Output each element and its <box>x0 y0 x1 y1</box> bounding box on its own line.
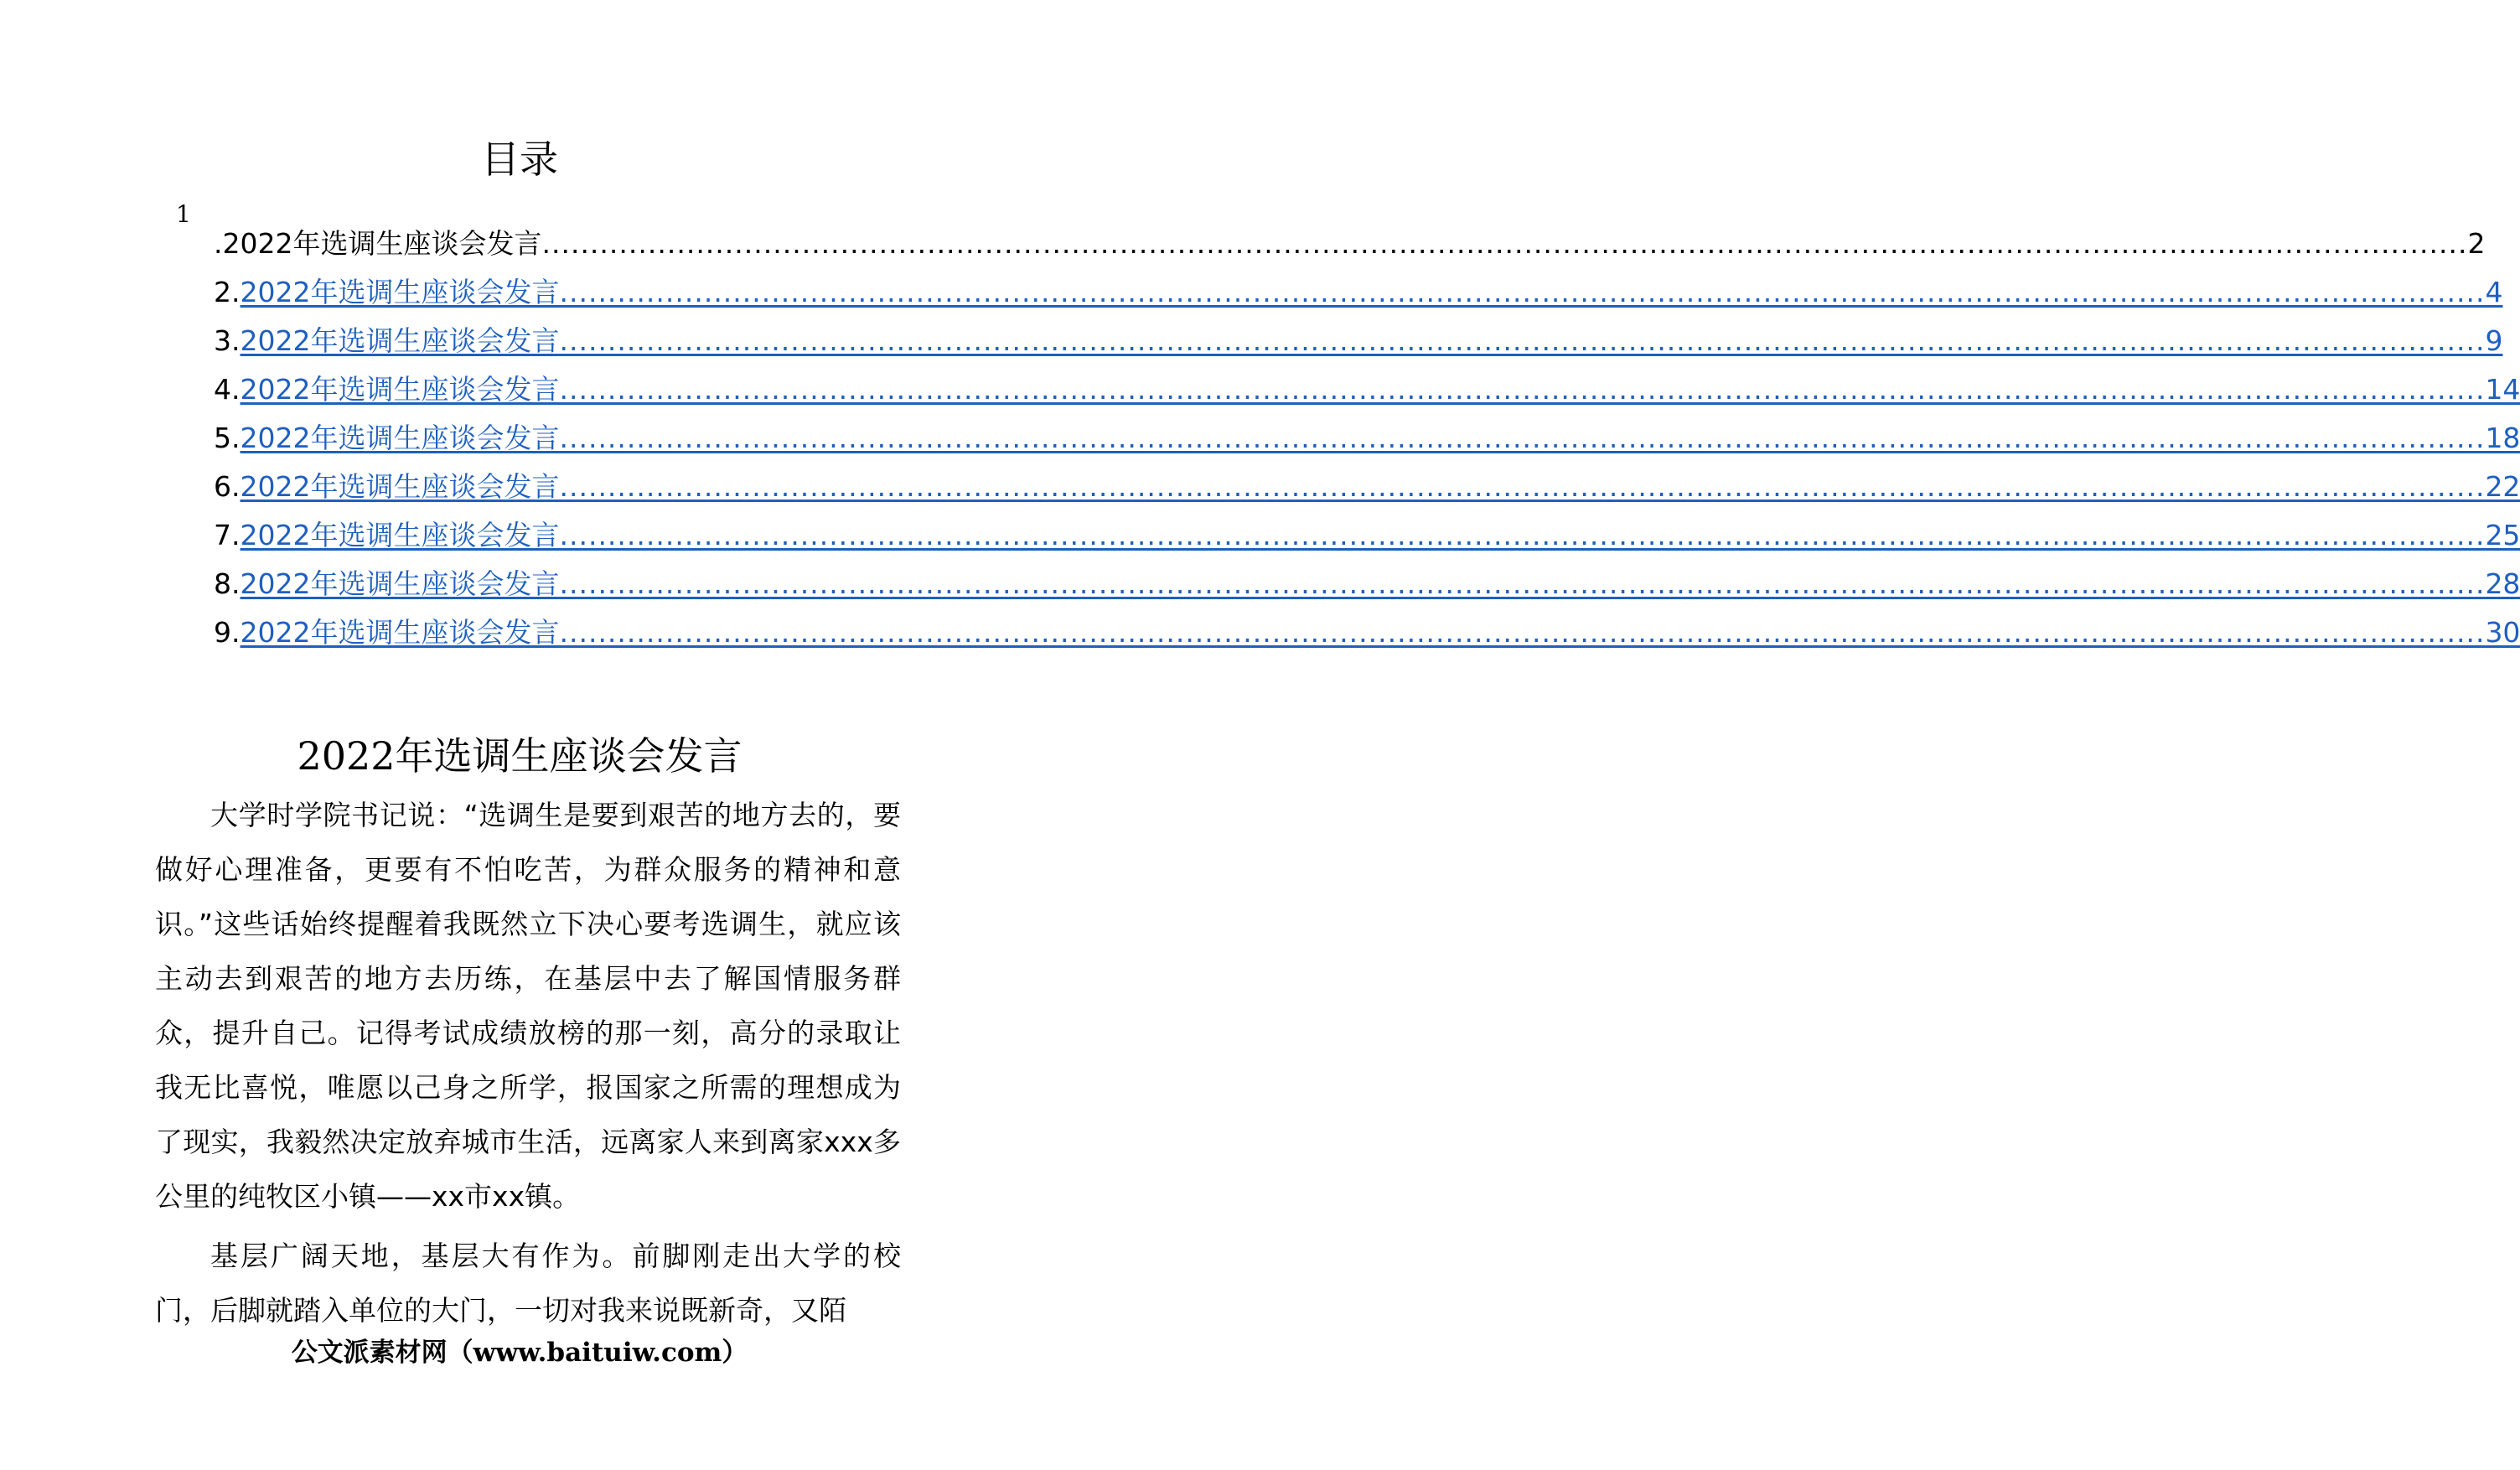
toc-entry[interactable] <box>214 565 2520 603</box>
toc-entry-link[interactable] <box>241 370 2520 409</box>
toc-dot-leader: ........................................................................................................................................................................................................ <box>559 470 2486 503</box>
toc-entry-link[interactable] <box>241 468 2520 506</box>
toc-entry-number: 4. <box>214 373 241 406</box>
toc-entry-number: 5. <box>214 422 241 454</box>
toc-entry-page: 9 <box>2485 324 2503 357</box>
toc-entry-title: 2022年选调生座谈会发言 <box>240 373 560 406</box>
toc-dot-leader: ........................................................................................................................................................................................................ <box>559 324 2486 357</box>
toc-dot-leader: ........................................................................................................................................................................................................ <box>559 276 2486 308</box>
toc-entry-number: 3. <box>214 324 241 357</box>
toc-entry-link[interactable] <box>241 322 2503 360</box>
toc-dot-leader: ........................................................................................................................................................................................................ <box>541 227 2468 260</box>
toc-entry-link[interactable] <box>241 516 2520 555</box>
toc-entry <box>214 225 2486 263</box>
toc-entry-number: 2. <box>214 276 241 308</box>
toc-entry[interactable] <box>214 613 2520 652</box>
toc-entry-link[interactable] <box>241 273 2503 312</box>
body-paragraph: 基层广阔天地，基层大有作为。前脚刚走出大学的校门，后脚就踏入单位的大门，一切对我来说既新奇，又陌 <box>155 1240 901 1327</box>
toc-entry[interactable] <box>214 419 2520 458</box>
toc-entry[interactable] <box>214 370 2520 409</box>
toc-dot-leader: ........................................................................................................................................................................................................ <box>559 567 2486 600</box>
toc-entry-page: 30 <box>2485 616 2520 649</box>
toc-entry-title: 2022年选调生座谈会发言 <box>222 227 542 260</box>
toc-entry-title: 2022年选调生座谈会发言 <box>240 519 560 551</box>
toc-entry-page: 25 <box>2485 519 2520 551</box>
toc-entry[interactable] <box>214 273 2503 312</box>
toc-entry[interactable] <box>214 322 2503 360</box>
toc-entry-link[interactable] <box>241 565 2520 603</box>
toc-dot-leader: ........................................................................................................................................................................................................ <box>559 519 2486 551</box>
toc-dot-leader: ........................................................................................................................................................................................................ <box>559 373 2486 406</box>
toc-entry-title: 2022年选调生座谈会发言 <box>240 422 560 454</box>
toc-entry-link <box>223 225 2486 263</box>
toc-dot-leader: ........................................................................................................................................................................................................ <box>559 422 2486 454</box>
toc-entry-page: 4 <box>2485 276 2503 308</box>
toc-entry-number: 9. <box>214 616 241 649</box>
toc-entry-link[interactable] <box>241 613 2520 652</box>
toc-entry[interactable] <box>214 516 2520 555</box>
toc-marker: 1 <box>176 200 191 228</box>
toc-entry[interactable] <box>214 468 2520 506</box>
toc-entry-title: 2022年选调生座谈会发言 <box>240 567 560 600</box>
body-paragraph: 大学时学院书记说：“选调生是要到艰苦的地方去的，要做好心理准备，更要有不怕吃苦，为群众服务的精神和意识。”这些话始终提醒着我既然立下决心要考选调生，就应该主动去到艰苦的地方去历练，在基层中去了解国情服务群众，提升自己。记得考试成绩放榜的那一刻，高分的录取让我无比喜悦，唯愿以己身之所学，报国家之所需的理想成为了现实，我毅然决定放弃城市生活，远离家人来到离家xxx多公里的纯牧区小镇——xx市xx镇。 <box>155 799 901 1213</box>
toc-entry-number: 6. <box>214 470 241 503</box>
toc-entry-title: 2022年选调生座谈会发言 <box>240 276 560 308</box>
toc-entry-page: 28 <box>2485 567 2520 600</box>
document-body <box>155 788 901 1338</box>
toc-entry-number: . <box>214 227 223 260</box>
toc-entry-page: 22 <box>2485 470 2520 503</box>
toc-entry-page: 18 <box>2485 422 2520 454</box>
toc-entry-title: 2022年选调生座谈会发言 <box>240 470 560 503</box>
toc-entry-page: 14 <box>2485 373 2520 406</box>
toc-entry-title: 2022年选调生座谈会发言 <box>240 616 560 649</box>
footer-watermark: 公文派素材网（www.baituiw.com） <box>291 1338 748 1368</box>
toc-entry-link[interactable] <box>241 419 2520 458</box>
toc-entry-number: 7. <box>214 519 241 551</box>
document-title: 2022年选调生座谈会发言 <box>297 733 743 779</box>
toc-title: 目录 <box>481 137 558 182</box>
toc-entry-page: 2 <box>2467 227 2486 260</box>
toc-dot-leader: ........................................................................................................................................................................................................ <box>559 616 2486 649</box>
toc-entry-title: 2022年选调生座谈会发言 <box>240 324 560 357</box>
toc-entry-number: 8. <box>214 567 241 600</box>
